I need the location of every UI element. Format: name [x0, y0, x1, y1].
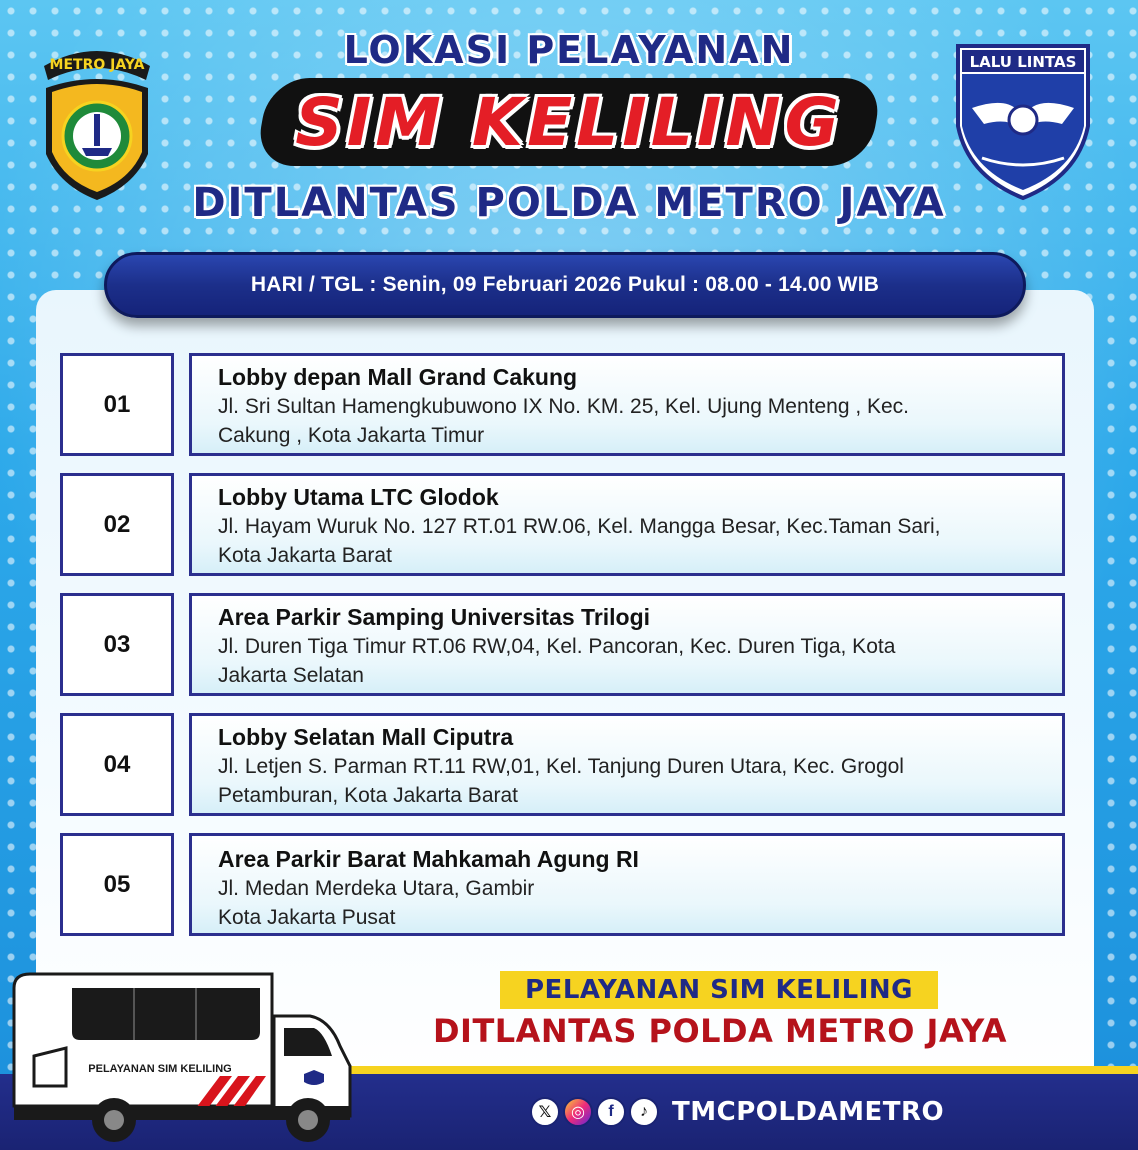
- location-name: Area Parkir Samping Universitas Trilogi: [218, 604, 651, 630]
- instagram-icon[interactable]: ◎: [563, 1097, 593, 1127]
- location-card-02: [189, 473, 1065, 576]
- location-number-05: 05: [60, 833, 174, 936]
- bottom-yellow-stripe: [330, 1066, 1138, 1074]
- logo-left-banner-text: METRO JAYA: [49, 57, 145, 73]
- location-address-line1: Jl. Medan Merdeka Utara, Gambir: [218, 877, 535, 900]
- location-address-line2: Jakarta Selatan: [218, 664, 364, 687]
- location-address-line2: Cakung , Kota Jakarta Timur: [218, 424, 485, 447]
- location-address-line1: Jl. Hayam Wuruk No. 127 RT.01 RW.06, Kel. Mangga Besar, Kec.Taman Sari,: [218, 515, 941, 538]
- sim-keliling-truck-illustration: [10, 966, 360, 1150]
- social-links: [530, 1094, 944, 1130]
- social-handle[interactable]: TMCPOLDAMETRO: [672, 1097, 945, 1127]
- location-number-04: 04: [60, 713, 174, 816]
- location-name: Lobby depan Mall Grand Cakung: [218, 364, 578, 390]
- footer-org: DITLANTAS POLDA METRO JAYA: [432, 1012, 1008, 1050]
- location-address-line1: Jl. Letjen S. Parman RT.11 RW,01, Kel. Tanjung Duren Utara, Kec. Grogol: [218, 755, 904, 778]
- schedule-date-text: HARI / TGL : Senin, 09 Februari 2026 Pukul : 08.00 - 14.00 WIB: [250, 273, 880, 296]
- location-card-03: [189, 593, 1065, 696]
- header-main-title: SIM KELILING: [295, 83, 843, 161]
- location-address-line2: Petamburan, Kota Jakarta Barat: [218, 784, 518, 807]
- facebook-icon[interactable]: f: [596, 1097, 626, 1127]
- location-address-line1: Jl. Sri Sultan Hamengkubuwono IX No. KM. 25, Kel. Ujung Menteng , Kec.: [218, 395, 910, 418]
- location-number-01: 01: [60, 353, 174, 456]
- location-card-01: [189, 353, 1065, 456]
- location-card-04: [189, 713, 1065, 816]
- header-sub-title: DITLANTAS POLDA METRO JAYA: [192, 180, 946, 226]
- location-name: Lobby Selatan Mall Ciputra: [218, 724, 514, 750]
- location-number-02: 02: [60, 473, 174, 576]
- location-name: Area Parkir Barat Mahkamah Agung RI: [218, 846, 639, 872]
- location-address-line2: Kota Jakarta Pusat: [218, 906, 396, 929]
- tiktok-icon[interactable]: ♪: [629, 1097, 659, 1127]
- x-icon[interactable]: 𝕏: [530, 1097, 560, 1127]
- location-name: Lobby Utama LTC Glodok: [218, 484, 499, 510]
- footer-highlight: PELAYANAN SIM KELILING: [500, 971, 938, 1009]
- header-top-line: LOKASI PELAYANAN: [343, 28, 795, 72]
- location-address-line2: Kota Jakarta Barat: [218, 544, 392, 567]
- schedule-date-bar: [104, 252, 1026, 318]
- location-number-03: 03: [60, 593, 174, 696]
- truck-label: PELAYANAN SIM KELILING: [88, 1063, 232, 1075]
- location-address-line1: Jl. Duren Tiga Timur RT.06 RW,04, Kel. Pancoran, Kec. Duren Tiga, Kota: [218, 635, 896, 658]
- header-main-title-block: [262, 78, 876, 166]
- location-card-05: [189, 833, 1065, 936]
- logo-right-banner-text: LALU LINTAS: [969, 53, 1077, 71]
